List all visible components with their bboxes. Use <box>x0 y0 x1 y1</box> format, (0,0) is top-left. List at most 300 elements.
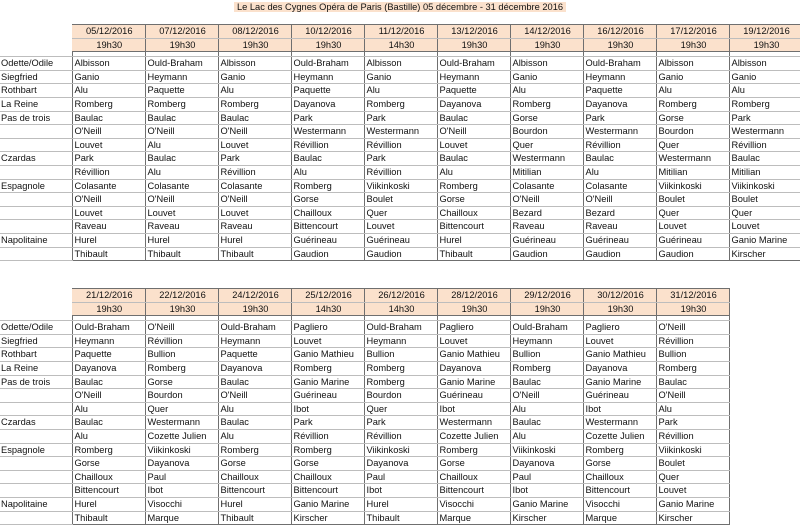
cast-cell: Hurel <box>218 497 291 511</box>
cast-cell: Dayanova <box>583 97 656 111</box>
cast-cell: Romberg <box>364 375 437 389</box>
cast-row <box>0 389 729 403</box>
cast-cell: Bittencourt <box>437 220 510 234</box>
cast-cell: Thibault <box>145 247 218 261</box>
cast-cell: Cozette Julien <box>437 429 510 443</box>
date-header-row <box>0 289 729 303</box>
header-corner-cell <box>0 302 72 316</box>
cast-cell: Gorse <box>583 457 656 471</box>
cast-cell: Kirscher <box>510 511 583 525</box>
cast-row <box>0 152 800 166</box>
cast-cell: Thibault <box>72 247 145 261</box>
cast-cell: Dayanova <box>583 361 656 375</box>
cast-cell: Ibot <box>145 484 218 498</box>
performance-time: 19h30 <box>145 302 218 316</box>
cast-cell: Quer <box>656 206 729 220</box>
cast-cell: Baulac <box>510 416 583 430</box>
cast-cell: Dayanova <box>437 97 510 111</box>
cast-cell: Alu <box>145 138 218 152</box>
cast-cell: Boulet <box>729 193 800 207</box>
cast-cell: Louvet <box>729 220 800 234</box>
cast-cell: Chailloux <box>72 470 145 484</box>
role-label: Odette/Odile <box>0 321 72 335</box>
cast-cell: Bourdon <box>364 389 437 403</box>
cast-cell: Ganio Marine <box>291 497 364 511</box>
cast-cell: Alu <box>218 429 291 443</box>
cast-cell: Raveau <box>72 220 145 234</box>
cast-cell: Ould-Braham <box>145 57 218 71</box>
cast-row <box>0 348 729 362</box>
cast-cell: Gorse <box>437 193 510 207</box>
performance-time: 19h30 <box>218 38 291 52</box>
role-label: Pas de trois <box>0 375 72 389</box>
cast-cell: Ould-Braham <box>583 57 656 71</box>
role-label: Czardas <box>0 152 72 166</box>
cast-cell: Bittencourt <box>291 484 364 498</box>
performance-time: 19h30 <box>437 302 510 316</box>
cast-cell: Hurel <box>72 497 145 511</box>
cast-cell: Louvet <box>72 138 145 152</box>
cast-cell: Pagliero <box>583 321 656 335</box>
cast-cell: Romberg <box>364 97 437 111</box>
cast-cell: Bourdon <box>145 389 218 403</box>
cast-cell: Viikinkoski <box>656 179 729 193</box>
role-label: Siegfried <box>0 70 72 84</box>
role-label <box>0 429 72 443</box>
cast-cell: Bittencourt <box>583 484 656 498</box>
cast-cell: Raveau <box>583 220 656 234</box>
performance-date: 14/12/2016 <box>510 25 583 39</box>
cast-row <box>0 125 800 139</box>
cast-cell: Ganio Mathieu <box>437 348 510 362</box>
cast-cell: Chailloux <box>583 470 656 484</box>
performance-time: 19h30 <box>72 302 145 316</box>
cast-cell: Révillion <box>729 138 800 152</box>
performance-date: 11/12/2016 <box>364 25 437 39</box>
cast-row <box>0 193 800 207</box>
cast-row <box>0 457 729 471</box>
cast-cell: Gorse <box>72 457 145 471</box>
cast-cell: Bittencourt <box>437 484 510 498</box>
cast-cell: Pagliero <box>291 321 364 335</box>
cast-cell: Révillion <box>218 165 291 179</box>
role-label <box>0 247 72 261</box>
cast-cell: Ould-Braham <box>291 57 364 71</box>
performance-date: 30/12/2016 <box>583 289 656 303</box>
cast-row <box>0 138 800 152</box>
cast-cell: Heymann <box>145 70 218 84</box>
cast-cell: Thibault <box>218 247 291 261</box>
performance-date: 17/12/2016 <box>656 25 729 39</box>
cast-cell: O'Neill <box>656 321 729 335</box>
cast-cell: Révillion <box>656 429 729 443</box>
cast-cell: Ganio Marine <box>291 375 364 389</box>
cast-cell: Romberg <box>218 443 291 457</box>
cast-row <box>0 57 800 71</box>
performance-date: 05/12/2016 <box>72 25 145 39</box>
cast-cell: Alu <box>510 84 583 98</box>
cast-cell: Cozette Julien <box>145 429 218 443</box>
cast-cell: Baulac <box>145 152 218 166</box>
role-label <box>0 220 72 234</box>
role-label: Rothbart <box>0 84 72 98</box>
performance-time: 19h30 <box>437 38 510 52</box>
cast-cell: Park <box>218 152 291 166</box>
cast-cell: Colasante <box>583 179 656 193</box>
cast-cell: Dayanova <box>145 457 218 471</box>
cast-cell: Paquette <box>218 348 291 362</box>
performance-date: 21/12/2016 <box>72 289 145 303</box>
role-label <box>0 511 72 525</box>
cast-cell: Dayanova <box>218 361 291 375</box>
cast-cell: Louvet <box>656 484 729 498</box>
cast-cell: Marque <box>145 511 218 525</box>
cast-cell: Gorse <box>218 457 291 471</box>
cast-cell: Ganio Marine <box>510 497 583 511</box>
page-title-text: Le Lac des Cygnes Opéra de Paris (Bastille) 05 décembre - 31 décembre 2016 <box>234 2 566 12</box>
cast-cell: Bullion <box>364 348 437 362</box>
cast-cell: Raveau <box>145 220 218 234</box>
cast-cell: Ganio <box>72 70 145 84</box>
cast-cell: Paul <box>145 470 218 484</box>
cast-cell: Baulac <box>437 111 510 125</box>
performance-time: 19h30 <box>729 38 800 52</box>
cast-cell: Colasante <box>510 179 583 193</box>
cast-cell: Visocchi <box>145 497 218 511</box>
cast-cell: Ibot <box>364 484 437 498</box>
role-label: Odette/Odile <box>0 57 72 71</box>
performance-date: 24/12/2016 <box>218 289 291 303</box>
cast-cell: Ganio Marine <box>656 497 729 511</box>
cast-cell: Guérineau <box>437 389 510 403</box>
performance-time: 19h30 <box>656 302 729 316</box>
performance-time: 19h30 <box>291 38 364 52</box>
cast-cell: Heymann <box>72 334 145 348</box>
role-label: Pas de trois <box>0 111 72 125</box>
cast-cell: Chailloux <box>437 206 510 220</box>
performance-date: 08/12/2016 <box>218 25 291 39</box>
cast-cell: Alu <box>218 84 291 98</box>
performance-time: 14h30 <box>291 302 364 316</box>
cast-cell: Thibault <box>437 247 510 261</box>
performance-time: 19h30 <box>583 38 656 52</box>
cast-cell: Cozette Julien <box>583 429 656 443</box>
role-label <box>0 138 72 152</box>
cast-cell: Paul <box>364 470 437 484</box>
cast-cell: Bittencourt <box>291 220 364 234</box>
date-header-row <box>0 25 800 39</box>
performance-date: 31/12/2016 <box>656 289 729 303</box>
cast-cell: Baulac <box>72 111 145 125</box>
cast-cell: Bullion <box>510 348 583 362</box>
cast-cell: Alu <box>583 165 656 179</box>
cast-cell: Thibault <box>364 511 437 525</box>
cast-cell: Romberg <box>145 97 218 111</box>
cast-cell: Ganio <box>656 70 729 84</box>
cast-cell: Alu <box>218 402 291 416</box>
cast-cell: Ould-Braham <box>364 321 437 335</box>
cast-cell: Romberg <box>510 97 583 111</box>
performance-date: 28/12/2016 <box>437 289 510 303</box>
cast-cell: Gorse <box>291 193 364 207</box>
cast-cell: Alu <box>364 84 437 98</box>
cast-cell: Westermann <box>656 152 729 166</box>
cast-cell: Guérineau <box>656 233 729 247</box>
cast-cell: Romberg <box>510 361 583 375</box>
cast-cell: Paquette <box>291 84 364 98</box>
cast-cell: Ould-Braham <box>218 321 291 335</box>
cast-cell: Chailloux <box>218 470 291 484</box>
performance-time: 14h30 <box>364 302 437 316</box>
cast-cell: Alu <box>437 165 510 179</box>
cast-cell: Paquette <box>437 84 510 98</box>
cast-cell: Romberg <box>218 97 291 111</box>
cast-cell: O'Neill <box>218 193 291 207</box>
cast-cell: Louvet <box>72 206 145 220</box>
cast-cell: Westermann <box>364 125 437 139</box>
cast-cell: Viikinkoski <box>364 179 437 193</box>
cast-cell: Mitilian <box>729 165 800 179</box>
cast-row <box>0 97 800 111</box>
cast-cell: Park <box>364 111 437 125</box>
cast-cell: Alu <box>656 84 729 98</box>
cast-cell: Park <box>364 416 437 430</box>
performance-date: 26/12/2016 <box>364 289 437 303</box>
cast-cell: Ould-Braham <box>510 321 583 335</box>
cast-cell: Raveau <box>218 220 291 234</box>
cast-cell: Louvet <box>437 334 510 348</box>
cast-cell: Dayanova <box>510 457 583 471</box>
cast-cell: Park <box>729 111 800 125</box>
cast-cell: Gaudion <box>510 247 583 261</box>
time-header-row <box>0 302 729 316</box>
role-label: Napolitaine <box>0 497 72 511</box>
cast-cell: Ibot <box>510 484 583 498</box>
role-label <box>0 165 72 179</box>
role-label: Napolitaine <box>0 233 72 247</box>
cast-cell: Pagliero <box>437 321 510 335</box>
cast-cell: Bullion <box>656 348 729 362</box>
cast-cell: Bullion <box>145 348 218 362</box>
cast-cell: Gaudion <box>364 247 437 261</box>
cast-cell: Heymann <box>291 70 364 84</box>
cast-cell: Ganio Mathieu <box>583 348 656 362</box>
cast-cell: Heymann <box>364 334 437 348</box>
cast-cell: Hurel <box>437 233 510 247</box>
cast-cell: Chailloux <box>291 470 364 484</box>
cast-cell: Louvet <box>291 334 364 348</box>
cast-row <box>0 321 729 335</box>
cast-row <box>0 402 729 416</box>
cast-cell: Mitilian <box>656 165 729 179</box>
cast-cell: Gaudion <box>583 247 656 261</box>
cast-cell: Ganio <box>510 70 583 84</box>
cast-cell: Guérineau <box>364 233 437 247</box>
cast-cell: Baulac <box>583 152 656 166</box>
cast-row <box>0 84 800 98</box>
cast-cell: Westermann <box>583 125 656 139</box>
cast-cell: Thibault <box>218 511 291 525</box>
cast-cell: Hurel <box>72 233 145 247</box>
cast-row <box>0 206 800 220</box>
cast-cell: Park <box>72 152 145 166</box>
cast-cell: Romberg <box>72 443 145 457</box>
cast-cell: Baulac <box>72 416 145 430</box>
cast-cell: Quer <box>510 138 583 152</box>
cast-cell: Révillion <box>291 429 364 443</box>
cast-cell: Hurel <box>218 233 291 247</box>
cast-cell: Kirscher <box>656 511 729 525</box>
cast-cell: O'Neill <box>656 389 729 403</box>
performance-date: 13/12/2016 <box>437 25 510 39</box>
cast-cell: Gaudion <box>656 247 729 261</box>
cast-cell: O'Neill <box>72 389 145 403</box>
cast-row <box>0 70 800 84</box>
cast-cell: Thibault <box>72 511 145 525</box>
cast-cell: Heymann <box>218 334 291 348</box>
cast-cell: Romberg <box>437 443 510 457</box>
cast-cell: Alu <box>729 84 800 98</box>
cast-cell: Westermann <box>583 416 656 430</box>
cast-cell: Westermann <box>145 416 218 430</box>
cast-cell: Bittencourt <box>72 484 145 498</box>
cast-cell: Révillion <box>364 165 437 179</box>
performance-date: 10/12/2016 <box>291 25 364 39</box>
role-label <box>0 125 72 139</box>
cast-cell: Kirscher <box>291 511 364 525</box>
cast-row <box>0 484 729 498</box>
cast-cell: Viikinkoski <box>364 443 437 457</box>
cast-cell: Visocchi <box>437 497 510 511</box>
cast-cell: Dayanova <box>364 457 437 471</box>
cast-cell: Révillion <box>364 138 437 152</box>
role-label: Siegfried <box>0 334 72 348</box>
cast-cell: Park <box>364 152 437 166</box>
cast-cell: Hurel <box>364 497 437 511</box>
cast-cell: Albisson <box>364 57 437 71</box>
cast-cell: Ganio <box>218 70 291 84</box>
cast-row <box>0 179 800 193</box>
cast-cell: Visocchi <box>583 497 656 511</box>
cast-cell: Alu <box>145 165 218 179</box>
cast-cell: Paquette <box>72 348 145 362</box>
cast-cell: Gorse <box>291 457 364 471</box>
role-label: Czardas <box>0 416 72 430</box>
cast-cell: Révillion <box>145 334 218 348</box>
cast-cell: Guérineau <box>583 233 656 247</box>
cast-cell: Westermann <box>437 416 510 430</box>
cast-cell: Guérineau <box>510 233 583 247</box>
cast-cell: O'Neill <box>510 389 583 403</box>
cast-cell: Quer <box>656 470 729 484</box>
cast-cell: Romberg <box>656 361 729 375</box>
cast-cell: Dayanova <box>437 361 510 375</box>
cast-cell: Louvet <box>437 138 510 152</box>
role-label: La Reine <box>0 97 72 111</box>
cast-cell: Albisson <box>218 57 291 71</box>
cast-cell: Westermann <box>729 125 800 139</box>
cast-cell: Colasante <box>145 179 218 193</box>
cast-cell: Guérineau <box>291 389 364 403</box>
cast-cell: Albisson <box>729 57 800 71</box>
cast-cell: Baulac <box>72 375 145 389</box>
performance-time: 14h30 <box>364 38 437 52</box>
cast-cell: Baulac <box>218 416 291 430</box>
header-corner-cell <box>0 289 72 303</box>
cast-cell: O'Neill <box>72 193 145 207</box>
role-label <box>0 206 72 220</box>
cast-cell: Révillion <box>72 165 145 179</box>
cast-row <box>0 165 800 179</box>
cast-cell: Dayanova <box>291 97 364 111</box>
cast-cell: Boulet <box>656 457 729 471</box>
performance-date: 19/12/2016 <box>729 25 800 39</box>
cast-cell: Romberg <box>291 361 364 375</box>
cast-cell: Romberg <box>364 361 437 375</box>
cast-row <box>0 429 729 443</box>
cast-row <box>0 416 729 430</box>
cast-cell: Colasante <box>218 179 291 193</box>
cast-cell: Westermann <box>291 125 364 139</box>
cast-cell: O'Neill <box>583 193 656 207</box>
page-title <box>0 0 800 14</box>
cast-cell: Raveau <box>510 220 583 234</box>
cast-cell: Bourdon <box>656 125 729 139</box>
cast-cell: Baulac <box>218 111 291 125</box>
cast-cell: Heymann <box>583 70 656 84</box>
cast-row <box>0 361 729 375</box>
cast-cell: Baulac <box>510 375 583 389</box>
cast-cell: Baulac <box>437 152 510 166</box>
cast-cell: Quer <box>145 402 218 416</box>
cast-cell: Ganio <box>729 70 800 84</box>
cast-cell: Louvet <box>145 206 218 220</box>
cast-cell: Baulac <box>656 375 729 389</box>
performance-time: 19h30 <box>145 38 218 52</box>
performance-time: 19h30 <box>510 302 583 316</box>
cast-cell: Quer <box>729 206 800 220</box>
cast-cell: Colasante <box>72 179 145 193</box>
cast-cell: O'Neill <box>218 389 291 403</box>
cast-cell: Bezard <box>583 206 656 220</box>
cast-cell: Alu <box>72 402 145 416</box>
cast-cell: Louvet <box>218 138 291 152</box>
cast-cell: Park <box>291 111 364 125</box>
performance-time: 19h30 <box>583 302 656 316</box>
cast-cell: Quer <box>656 138 729 152</box>
cast-cell: Boulet <box>656 193 729 207</box>
cast-cell: O'Neill <box>510 193 583 207</box>
cast-cell: Romberg <box>656 97 729 111</box>
cast-cell: Louvet <box>364 220 437 234</box>
cast-cell: Guérineau <box>583 389 656 403</box>
cast-cell: Gorse <box>510 111 583 125</box>
cast-cell: Louvet <box>656 220 729 234</box>
role-label <box>0 402 72 416</box>
cast-cell: Paquette <box>145 84 218 98</box>
cast-cell: Baulac <box>729 152 800 166</box>
role-label: La Reine <box>0 361 72 375</box>
cast-cell: Kirscher <box>729 247 800 261</box>
cast-cell: Alu <box>72 429 145 443</box>
cast-cell: Ganio <box>364 70 437 84</box>
cast-cell: O'Neill <box>437 125 510 139</box>
cast-cell: Gorse <box>656 111 729 125</box>
header-corner-cell <box>0 38 72 52</box>
cast-cell: Chailloux <box>291 206 364 220</box>
cast-cell: O'Neill <box>145 125 218 139</box>
cast-cell: Viikinkoski <box>656 443 729 457</box>
